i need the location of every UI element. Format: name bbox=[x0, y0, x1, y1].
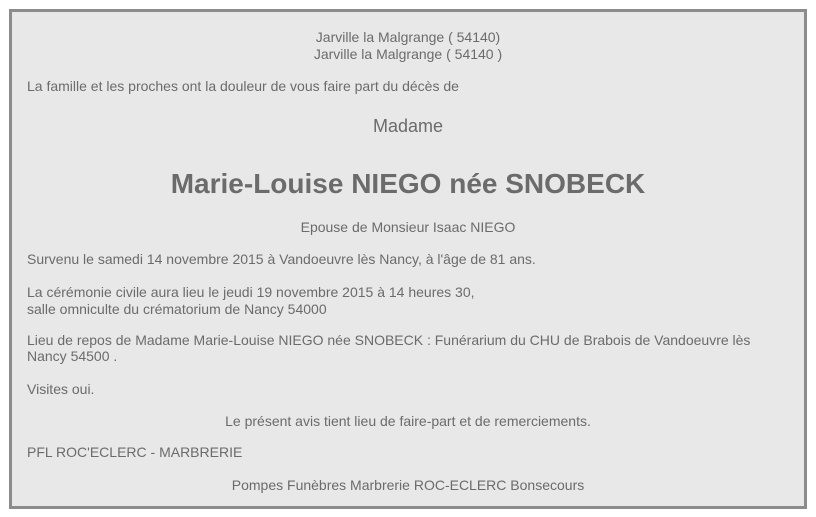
obituary-notice-frame bbox=[9, 9, 807, 509]
location-line-1: Jarville la Malgrange ( 54140) bbox=[315, 29, 501, 45]
ceremony-line-2: salle omniculte du crématorium de Nancy 54000 bbox=[27, 301, 327, 317]
location-line-2: Jarville la Malgrange ( 54140 ) bbox=[313, 46, 503, 62]
intro-text: La famille et les proches ont la douleur de vous faire part du décès de bbox=[27, 78, 459, 94]
deceased-title: Madame bbox=[372, 116, 444, 136]
rest-place-text: Lieu de repos de Madame Marie-Louise NIEGO née SNOBECK : Funérarium du CHU de Brabois de Vandoeuvre lès Nancy 54500 . bbox=[27, 332, 751, 364]
thanks-text: Le présent avis tient lieu de faire-part et de remerciements. bbox=[225, 413, 591, 429]
footer-text: Pompes Funèbres Marbrerie ROC-ECLERC Bonsecours bbox=[231, 477, 585, 493]
deceased-name: Marie-Louise NIEGO née SNOBECK bbox=[170, 168, 646, 199]
death-info: Survenu le samedi 14 novembre 2015 à Vandoeuvre lès Nancy, à l'âge de 81 ans. bbox=[27, 251, 536, 267]
spouse-text: Epouse de Monsieur Isaac NIEGO bbox=[300, 219, 516, 235]
funeral-home-name: PFL ROC'ECLERC - MARBRERIE bbox=[27, 444, 243, 460]
ceremony-line-1: La cérémonie civile aura lieu le jeudi 19 novembre 2015 à 14 heures 30, bbox=[27, 284, 475, 300]
visits-text: Visites oui. bbox=[27, 381, 95, 397]
